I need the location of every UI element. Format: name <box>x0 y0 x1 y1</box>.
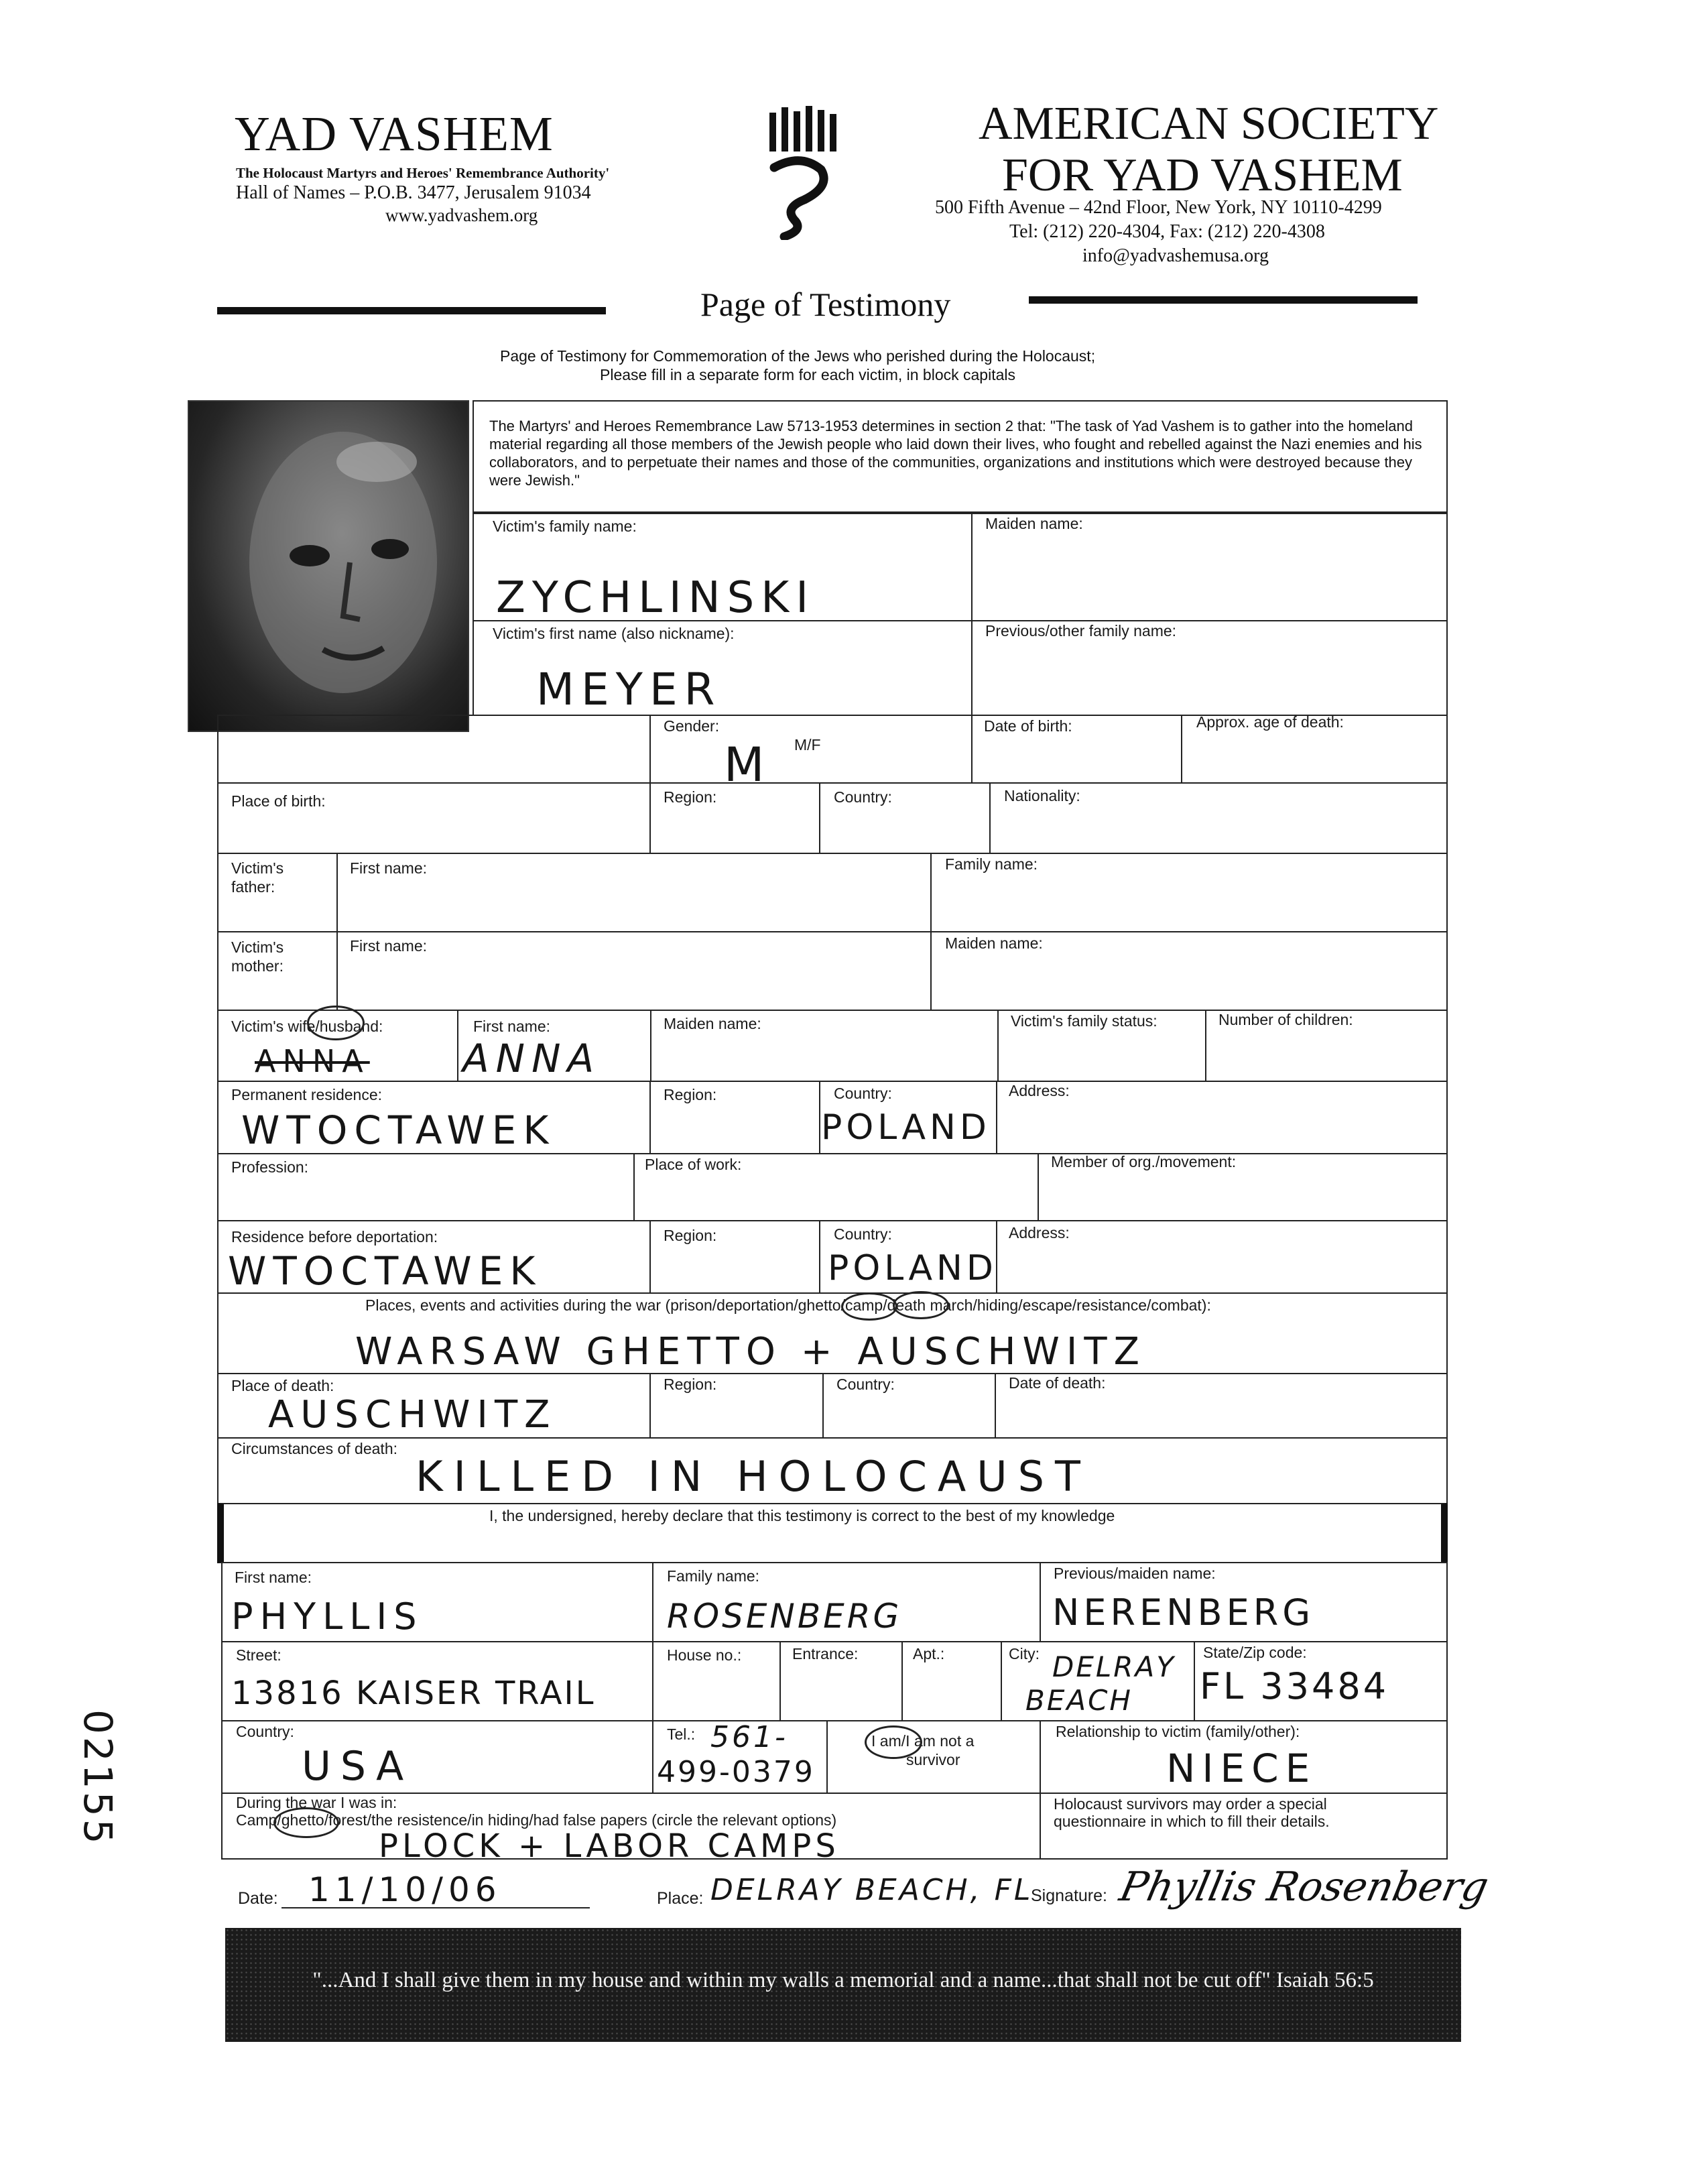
form-title: Page of Testimony <box>700 286 951 323</box>
submitter-entrance-label: Entrance: <box>792 1645 859 1662</box>
submitter-first-name-entry: PHYLLIS <box>231 1595 424 1638</box>
date-of-death-label: Date of death: <box>1009 1374 1106 1392</box>
date-of-birth-label: Date of birth: <box>984 717 1072 735</box>
first-name-entry: MEYER <box>536 664 722 715</box>
blank-cell-under-photo <box>217 715 651 784</box>
family-name-label: Victim's family name: <box>493 518 637 535</box>
permanent-region-label: Region: <box>664 1086 717 1103</box>
submitter-tel-entry-line1: 561- <box>710 1720 788 1754</box>
residence-country-label: Country: <box>834 1225 892 1243</box>
mf-label: M/F <box>794 736 821 753</box>
title-rule-left <box>217 307 606 314</box>
mother-victims-label: Victim's <box>231 938 284 956</box>
family-name-entry: ZYCHLINSKI <box>496 573 816 623</box>
place-of-death-entry: AUSCHWITZ <box>268 1393 557 1437</box>
survivor-status-label-2: survivor <box>906 1751 960 1768</box>
circumstances-entry: KILLED IN HOLOCAUST <box>416 1452 1091 1501</box>
form-subtitle-1: Page of Testimony for Commemoration of the Jews who perished during the Holocaust; <box>500 347 1096 365</box>
permanent-country-entry: POLAND <box>821 1107 991 1148</box>
submitter-street-entry: 13816 KAISER TRAIL <box>231 1675 596 1712</box>
title-rule-right <box>1029 296 1418 304</box>
profession-label: Profession: <box>231 1158 309 1176</box>
yad-vashem-authority-line: The Holocaust Martyrs and Heroes' Remembrance Authority' <box>236 165 610 181</box>
submitter-maiden-name-label: Previous/maiden name: <box>1054 1565 1216 1582</box>
war-places-label: Places, events and activities during the war (prison/deportation/ghetto/camp/death march/hiding/escape/resistance/combat): <box>365 1296 1211 1314</box>
camp-circle-mark <box>893 1291 949 1319</box>
submitter-family-name-entry: ROSENBERG <box>667 1597 902 1636</box>
submitter-city-label: City: <box>1009 1645 1040 1662</box>
birth-region-label: Region: <box>664 788 717 806</box>
submitter-war-label: During the war I was in: <box>236 1794 397 1811</box>
submitter-maiden-name-entry: NERENBERG <box>1052 1591 1315 1634</box>
death-country-label: Country: <box>836 1376 895 1393</box>
maiden-name-label: Maiden name: <box>985 515 1083 532</box>
submitter-country-label: Country: <box>236 1723 294 1740</box>
society-phone: Tel: (212) 220-4304, Fax: (212) 220-4308 <box>1009 221 1325 242</box>
ghetto-circle-mark <box>841 1292 897 1321</box>
footer-quote: "...And I shall give them in my house and within my walls a memorial and a name...that shall not be cut off" Isaiah 56:5 <box>312 1968 1374 1992</box>
relationship-entry: NIECE <box>1166 1746 1317 1791</box>
signature: Phyllis Rosenberg <box>1115 1864 1493 1910</box>
survivors-note-line1: Holocaust survivors may order a special <box>1054 1795 1327 1813</box>
society-title-line2: FOR YAD VASHEM <box>1002 149 1403 201</box>
footer-quote-band <box>225 1928 1461 2042</box>
num-children-label: Number of children: <box>1218 1011 1353 1028</box>
submitter-ghetto-circle-mark <box>273 1807 339 1838</box>
residence-address-label: Address: <box>1009 1224 1070 1241</box>
submitter-first-name-label: First name: <box>235 1569 312 1586</box>
gender-label: Gender: <box>664 717 720 735</box>
society-address: 500 Fifth Avenue – 42nd Floor, New York, NY 10110-4299 <box>935 197 1382 218</box>
place-of-death-label: Place of death: <box>231 1377 334 1394</box>
date-label: Date: <box>238 1889 278 1908</box>
first-name-label: Victim's first name (also nickname): <box>493 625 735 642</box>
victim-photo <box>188 400 469 732</box>
gender-entry: M <box>724 737 771 792</box>
submitter-state-zip-entry: FL 33484 <box>1200 1665 1389 1707</box>
father-victims-label: Victim's <box>231 859 284 877</box>
margin-reference-number: 02155 <box>75 1709 121 1847</box>
yad-vashem-address-line: Hall of Names – P.O.B. 3477, Jerusalem 91034 <box>236 182 591 203</box>
place-label: Place: <box>657 1889 704 1908</box>
submitter-tel-label: Tel.: <box>667 1725 696 1743</box>
residence-region-label: Region: <box>664 1227 717 1244</box>
previous-family-name-label: Previous/other family name: <box>985 622 1177 640</box>
place-entry: DELRAY BEACH, FL <box>710 1873 1034 1907</box>
spouse-maiden-name-label: Maiden name: <box>664 1015 761 1032</box>
yad-vashem-website: www.yadvashem.org <box>385 205 538 225</box>
permanent-country-label: Country: <box>834 1085 892 1102</box>
approx-age-label: Approx. age of death: <box>1196 713 1344 731</box>
society-email: info@yadvashemusa.org <box>1082 245 1269 266</box>
submitter-state-zip-label: State/Zip code: <box>1203 1644 1307 1661</box>
permanent-residence-entry: WTOCTAWEK <box>241 1107 556 1153</box>
submitter-war-entry: PLOCK + LABOR CAMPS <box>379 1827 840 1865</box>
relationship-label: Relationship to victim (family/other): <box>1056 1723 1300 1740</box>
member-org-label: Member of org./movement: <box>1051 1153 1237 1170</box>
mother-first-name-label: First name: <box>350 937 428 955</box>
signature-label: Signature: <box>1031 1886 1107 1905</box>
spouse-crossed-entry: ANNA <box>255 1043 370 1079</box>
survivors-note-line2: questionnaire in which to fill their details. <box>1054 1813 1330 1830</box>
submitter-city-entry-line2: BEACH <box>1025 1684 1133 1717</box>
mother-label: mother: <box>231 957 284 975</box>
nationality-label: Nationality: <box>1004 787 1080 804</box>
submitter-apt-label: Apt.: <box>913 1645 945 1662</box>
mother-maiden-name-label: Maiden name: <box>945 934 1043 952</box>
date-entry: 11/10/06 <box>308 1870 502 1909</box>
submitter-house-no-label: House no.: <box>667 1646 742 1664</box>
submitter-war-options: Camp/ghetto/forest/the resistence/in hiding/had false papers (circle the relevant options) <box>236 1811 837 1829</box>
permanent-address-label: Address: <box>1009 1082 1070 1099</box>
war-places-entry: WARSAW GHETTO + AUSCHWITZ <box>355 1330 1146 1374</box>
spouse-first-name-label: First name: <box>473 1018 551 1035</box>
intro-law-text: The Martyrs' and Heroes Remembrance Law 5713-1953 determines in section 2 that: "The task of Yad Vashem is to gather into the homeland material regarding all those members of the Jewish people who laid down their lives, who fought and rebelled against the Nazi enemies and his collaborators, and to perpetuate their names and those of the communities, organizations and institutions which were destroyed because they were Jewish." <box>489 418 1422 489</box>
death-region-label: Region: <box>664 1376 717 1393</box>
yad-vashem-logo <box>764 106 841 240</box>
declaration-text: I, the undersigned, hereby declare that this testimony is correct to the best of my knowledge <box>489 1507 1115 1524</box>
father-label: father: <box>231 878 275 896</box>
father-family-name-label: Family name: <box>945 855 1038 873</box>
submitter-family-name-label: Family name: <box>667 1567 760 1585</box>
residence-before-entry: WTOCTAWEK <box>228 1248 542 1294</box>
spouse-label: Victim's wife/husband: <box>231 1018 383 1035</box>
spouse-first-name-entry: ANNA <box>462 1036 601 1081</box>
circumstances-label: Circumstances of death: <box>231 1440 398 1457</box>
society-title-line1: AMERICAN SOCIETY <box>979 98 1439 149</box>
place-of-birth-label: Place of birth: <box>231 792 326 810</box>
place-of-work-label: Place of work: <box>645 1156 742 1173</box>
family-status-label: Victim's family status: <box>1011 1012 1157 1030</box>
survivor-status-label: I am/I am not a <box>871 1732 975 1750</box>
form-subtitle-2: Please fill in a separate form for each victim, in block capitals <box>600 366 1015 383</box>
father-first-name-label: First name: <box>350 859 428 877</box>
permanent-residence-label: Permanent residence: <box>231 1086 383 1103</box>
submitter-country-entry: USA <box>302 1743 414 1790</box>
residence-country-entry: POLAND <box>828 1248 997 1288</box>
residence-before-label: Residence before deportation: <box>231 1228 438 1246</box>
wife-circle-mark <box>307 1006 365 1040</box>
submitter-street-label: Street: <box>236 1646 281 1664</box>
i-am-circle-mark <box>865 1725 922 1759</box>
yad-vashem-title: YAD VASHEM <box>235 107 554 161</box>
submitter-tel-entry-line2: 499-0379 <box>657 1755 815 1789</box>
submitter-city-entry-line1: DELRAY <box>1052 1650 1176 1683</box>
birth-country-label: Country: <box>834 788 892 806</box>
